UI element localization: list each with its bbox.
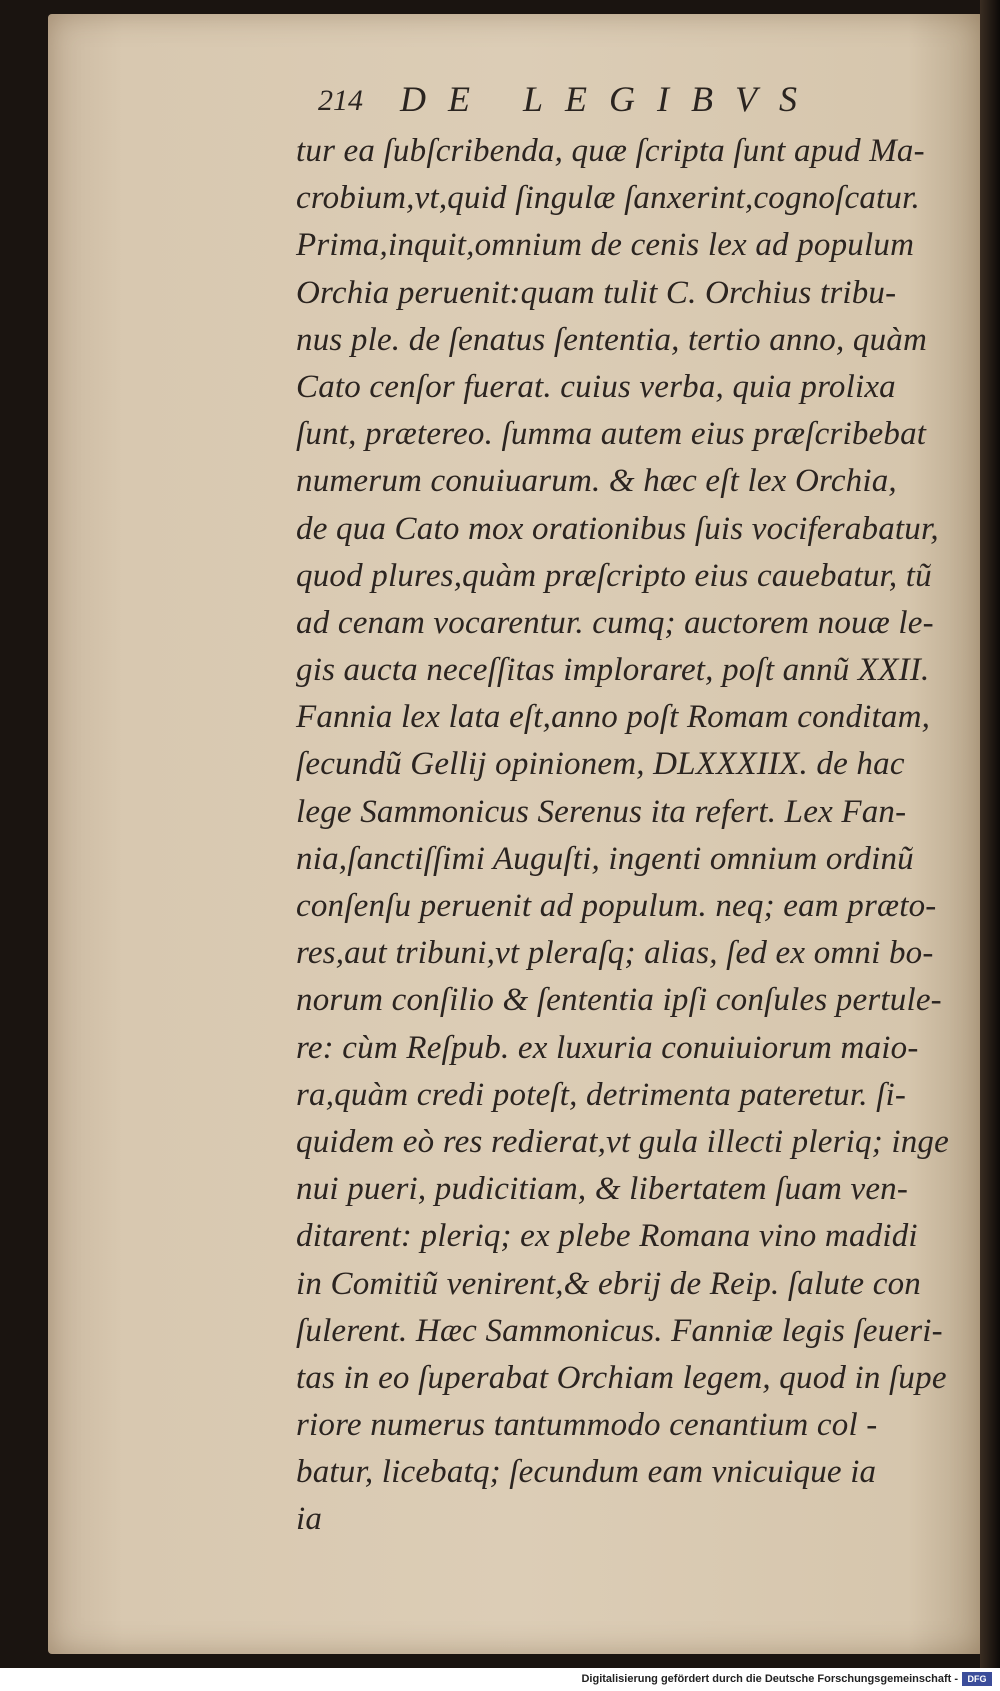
footer [0,1668,1000,1691]
text-line: tur ea ſubſcribenda, quæ ſcripta ſunt apud Ma- [296,133,925,169]
text-line: batur, licebatq; ſecundum eam vnicuique ia [296,1454,877,1491]
body-text [296,128,986,1544]
text-line: tas in eo ſuperabat Orchiam legem, quod in ſupe [296,1359,947,1396]
digitization-credit: Digitalisierung gefördert durch die Deutsche Forschungsgemeinschaft - [581,1673,958,1685]
text-line: ad cenam vocarentur. cumq; auctorem nouæ le- [296,604,934,641]
text-line: norum conſilio & ſententia ipſi conſules pertule- [296,982,942,1019]
text-line: re: cùm Reſpub. ex luxuria conuiuiorum maio- [296,1029,919,1066]
text-line: conſenſu peruenit ad populum. neq; eam præto- [296,888,937,924]
text-line: ditarent: pleriq; ex plebe Romana vino madidi [296,1218,918,1255]
text-line: ra,quàm credi poteſt, detrimenta pateretur. ſi- [296,1076,907,1113]
text-line: ſecundũ Gellij opinionem, DLXXXIIX. de hac [296,746,905,783]
text-line: ſunt, prætereo. ſumma autem eius præſcribebat [296,416,927,453]
text-line: Fannia lex lata eſt,anno poſt Romam conditam, [296,699,931,736]
page-number: 214 [318,84,363,117]
text-line: res,aut tribuni,vt pleraſq; alias, ſed ex omni bo- [296,935,934,972]
text-line: ſulerent. Hæc Sammonicus. Fanniæ legis ſeueri- [296,1312,943,1349]
text-line: nia,ſanctiſſimi Auguſti, ingenti omnium ordinũ [296,840,914,877]
text-line: quidem eò res redierat,vt gula illecti pleriq; inge [296,1123,949,1160]
text-line: quod plures,quàm præſcripto eius cauebatur, tũ [296,557,932,594]
page-header [318,78,878,128]
text-line: gis aucta neceſſitas imploraret, poſt annũ XXII. [296,652,930,689]
text-line: ia [296,1501,323,1538]
text-line: in Comitiũ venirent,& ebrij de Reip. ſalute con [296,1265,921,1302]
text-line: de qua Cato mox orationibus ſuis vociferabatur, [296,510,939,547]
running-head: DE LEGIBVS [400,79,819,119]
text-line: numerum conuiuarum. & hæc eſt lex Orchia, [296,463,897,500]
dfg-logo: DFG [962,1672,992,1686]
text-line: Prima,inquit,omnium de cenis lex ad populum [296,227,915,264]
text-line: Orchia peruenit:quam tulit C. Orchius tribu- [296,274,897,311]
text-line: lege Sammonicus Serenus ita refert. Lex Fan- [296,793,907,830]
text-line: nui pueri, pudicitiam, & libertatem ſuam ven- [296,1171,909,1208]
text-line: riore numerus tantummodo cenantium col - [296,1407,878,1444]
text-line: Cato cenſor fuerat. cuius verba, quia prolixa [296,368,896,405]
text-line: crobium,vt,quid ſingulæ ſanxerint,cognoſcatur. [296,180,920,217]
text-line: nus ple. de ſenatus ſententia, tertio anno, quàm [296,321,928,358]
